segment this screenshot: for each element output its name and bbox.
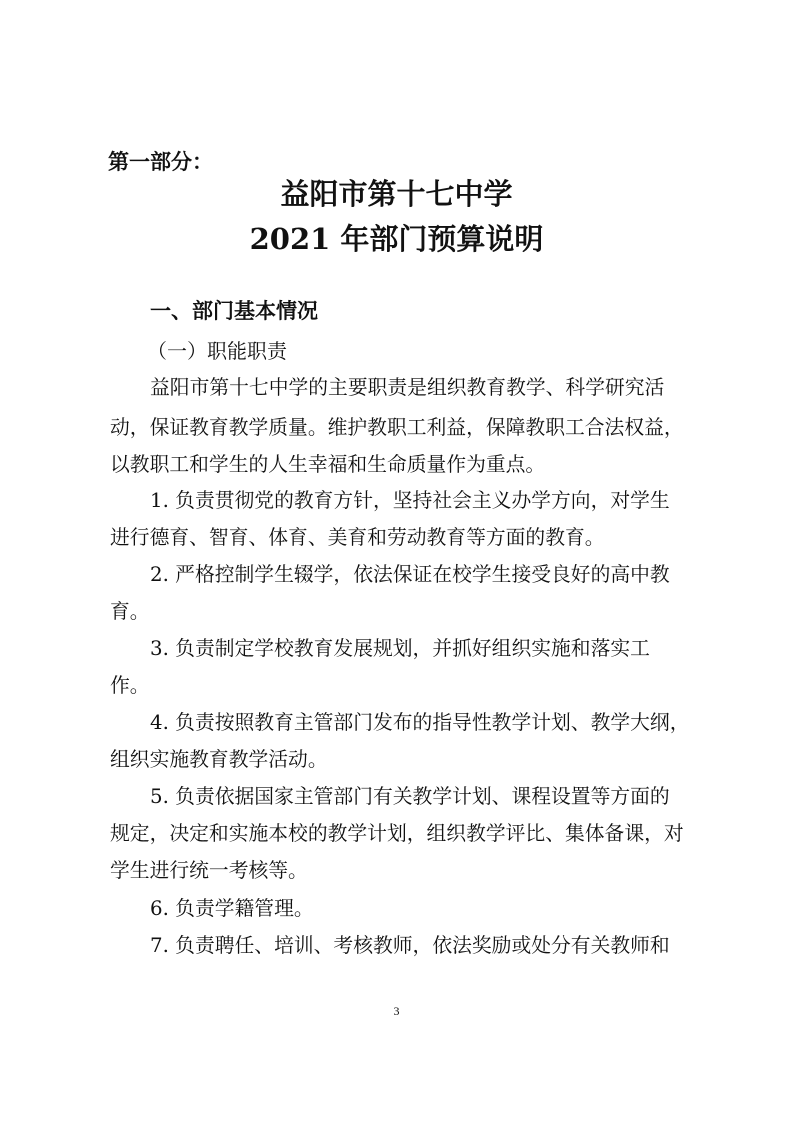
document-title-line2: 2021 年部门预算说明 bbox=[249, 222, 544, 256]
body-line: 组织实施教育教学活动。 bbox=[110, 748, 328, 771]
body-line: 7. 负责聘任、培训、考核教师，依法奖励或处分有关教师和 bbox=[150, 934, 670, 957]
page-number: 3 bbox=[393, 1004, 400, 1018]
body-line: 动，保证教育教学质量。维护教职工利益，保障教职工合法权益， bbox=[110, 416, 684, 439]
body-line: 育。 bbox=[110, 600, 150, 623]
body-line: 4. 负责按照教育主管部门发布的指导性教学计划、教学大纲， bbox=[150, 711, 690, 734]
body-line: 1. 负责贯彻党的教育方针，坚持社会主义办学方向，对学生 bbox=[150, 489, 670, 512]
part-label: 第一部分： bbox=[108, 150, 213, 174]
subsection-heading: （一）职能职责 bbox=[147, 339, 287, 363]
document-title-line1: 益阳市第十七中学 bbox=[280, 177, 513, 211]
body-line: 进行德育、智育、体育、美育和劳动教育等方面的教育。 bbox=[110, 526, 605, 549]
section-heading: 一、部门基本情况 bbox=[150, 299, 318, 323]
body-line: 以教职工和学生的人生幸福和生命质量作为重点。 bbox=[110, 453, 546, 476]
body-line: 学生进行统一考核等。 bbox=[110, 859, 308, 882]
body-line: 3. 负责制定学校教育发展规划，并抓好组织实施和落实工 bbox=[150, 637, 650, 660]
body-line: 6. 负责学籍管理。 bbox=[150, 897, 314, 920]
body-line: 作。 bbox=[110, 674, 150, 697]
body-line: 规定，决定和实施本校的教学计划，组织教学评比、集体备课，对 bbox=[110, 822, 684, 845]
body-line: 5. 负责依据国家主管部门有关教学计划、课程设置等方面的 bbox=[150, 785, 670, 808]
body-line: 益阳市第十七中学的主要职责是组织教育教学、科学研究活 bbox=[150, 376, 665, 399]
body-line: 2. 严格控制学生辍学，依法保证在校学生接受良好的高中教 bbox=[150, 563, 670, 586]
